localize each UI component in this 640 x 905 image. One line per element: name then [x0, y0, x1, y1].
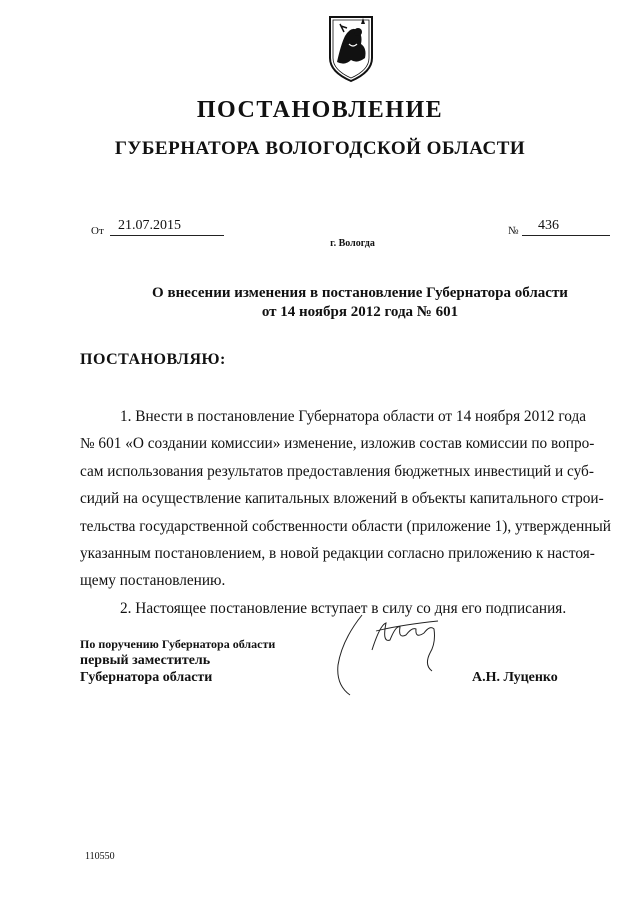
date-prefix: От: [91, 225, 104, 237]
city: г. Вологда: [330, 238, 375, 249]
number-underline: [522, 235, 610, 236]
body-line: сидий на осуществление капитальных вложений в объекты капитального строи-: [80, 490, 604, 508]
body-line: сам использования результатов предоставления бюджетных инвестиций и суб-: [80, 462, 594, 480]
number-prefix: №: [508, 225, 519, 237]
document-subject: [80, 284, 640, 322]
document-number: 436: [538, 218, 559, 233]
subject-line: от 14 ноября 2012 года № 601: [261, 304, 459, 320]
body-line: № 601 «О создании комиссии» изменение, изложив состав комиссии по вопро-: [80, 435, 595, 453]
date-underline: [110, 235, 224, 236]
document-body: [80, 403, 611, 622]
document-date: 21.07.2015: [118, 218, 181, 233]
body-line: щему постановлению.: [80, 572, 226, 590]
coat-of-arms-icon: [327, 14, 375, 84]
body-line: тельства государственной собственности области (приложение 1), утвержденный: [80, 517, 611, 535]
body-line: указанным постановлением, в новой редакции согласно приложению к настоя-: [80, 545, 595, 563]
document-title: ПОСТАНОВЛЕНИЕ: [196, 97, 444, 123]
signatory-name: А.Н. Луценко: [472, 670, 558, 685]
signature-position: Губернатора области: [80, 670, 213, 685]
body-line: 1. Внести в постановление Губернатора области от 14 ноября 2012 года: [120, 408, 587, 425]
document-subtitle: ГУБЕРНАТОРА ВОЛОГОДСКОЙ ОБЛАСТИ: [114, 138, 526, 159]
signature-position: первый заместитель: [80, 653, 211, 668]
decree-heading: ПОСТАНОВЛЯЮ:: [80, 351, 226, 368]
document-code: 110550: [85, 851, 115, 862]
handwritten-signature-icon: [320, 595, 460, 705]
subject-line: О внесении изменения в постановление Губернатора области: [152, 285, 568, 301]
signature-authority: По поручению Губернатора области: [80, 637, 276, 651]
body-line: 2. Настоящее постановление вступает в силу со дня его подписания.: [120, 599, 567, 617]
